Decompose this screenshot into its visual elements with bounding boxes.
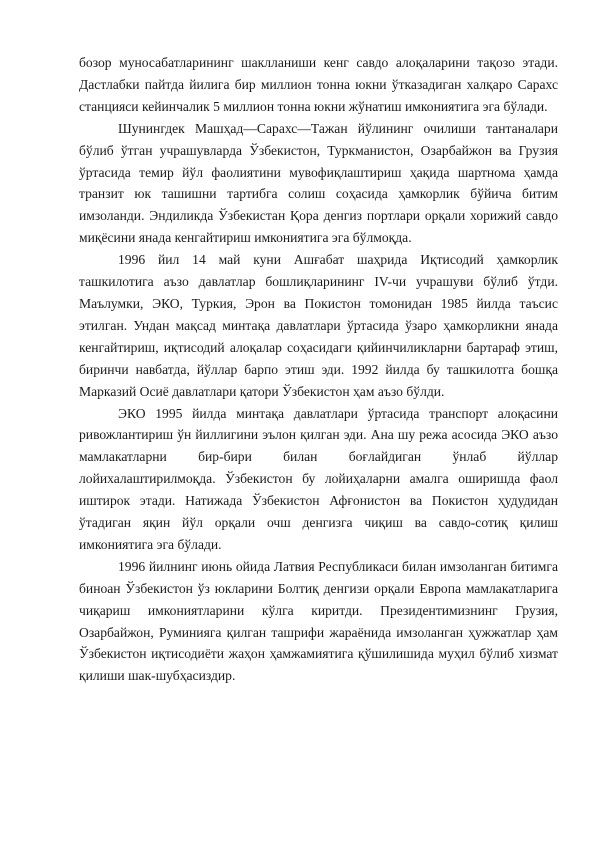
- paragraph-5: 1996 йилнинг июнь ойида Латвия Республикаси билан имзоланган битимга биноан Ўзбекистон ўз юкларини Болтиқ денгизи орқали Европа мамлакатларига чиқариш имкониятларини кўлга киритди. Президентимизнинг Грузия, Озарбайжон, Руминияга қилган ташрифи жараёнида имзоланган ҳужжатлар ҳам Ўзбекистон иқтисодиёти жаҳон ҳамжамиятига қўшилишида муҳил бўлиб хизмат қилиши шак-шубҳасиздир.: [79, 558, 558, 684]
- paragraph-2: Шунингдек Машҳад—Сарахс—Тажан йўлининг очилиши тантаналари бўлиб ўтган учрашувларда Ўзбекистон, Туркманистон, Озарбайжон ва Грузия ўртасида темир йўл фаолиятини мувофиқлаштириш ҳақида шартнома ҳамда транзит юк ташишни тартибга солиш соҳасида ҳамкорлик бўйича битим имзоланди. Эндиликда Ўзбекистан Қора денгиз портлари орқали хорижий савдо миқёсини янада кенгайтириш имкониятига эга бўлмоқда.: [79, 120, 558, 246]
- paragraph-1: бозор муносабатларининг шаклланиши кенг савдо алоқаларини тақозо этади. Дастлабки пайтда йилига бир миллион тонна юкни ўтказадиган халқаро Сарахс станцияси кейинчалик 5 миллион тонна юкни жўнатиш имкониятига эга бўлади.: [79, 55, 558, 114]
- paragraph-4: ЭКО 1995 йилда минтақа давлатлари ўртасида транспорт алоқасини ривожлантириш ўн йиллигини эълон қилган эди. Ана шу режа асосида ЭКО аъзо мамлакатларни бир-бири билан боғлайдиган ўнлаб йўллар лойихалаштирилмоқда. Ўзбекистон бу лойиҳаларни амалга оширишда фаол иштирок этади. Натижада Ўзбекистон Афғонистон ва Покистон ҳудудидан ўтадиган яқин йўл орқали очш денгизга чиқиш ва савдо-сотиқ қилиш имкониятига эга бўлади.: [79, 405, 558, 552]
- paragraph-3: 1996 йил 14 май куни Ашғабат шаҳрида Иқтисодий ҳамкорлик ташкилотига аъзо давлатлар бошлиқларининг IV-чи учрашуви бўлиб ўтди. Маълумки, ЭКО, Туркия, Эрон ва Покистон томонидан 1985 йилда таъсис этилган. Ундан мақсад минтақа давлатлари ўртасида ўзаро ҳамкорликни янада кенгайтириш, иқтисодий алоқалар соҳасидаги қийинчиликларни бартараф этиш, биринчи навбатда, йўллар барпо этиш эди. 1992 йилда бу ташкилотга бошқа Марказий Осиё давлатлари қатори Ўзбекистон ҳам аъзо бўлди.: [79, 252, 558, 399]
- document-page: [79, 52, 558, 687]
